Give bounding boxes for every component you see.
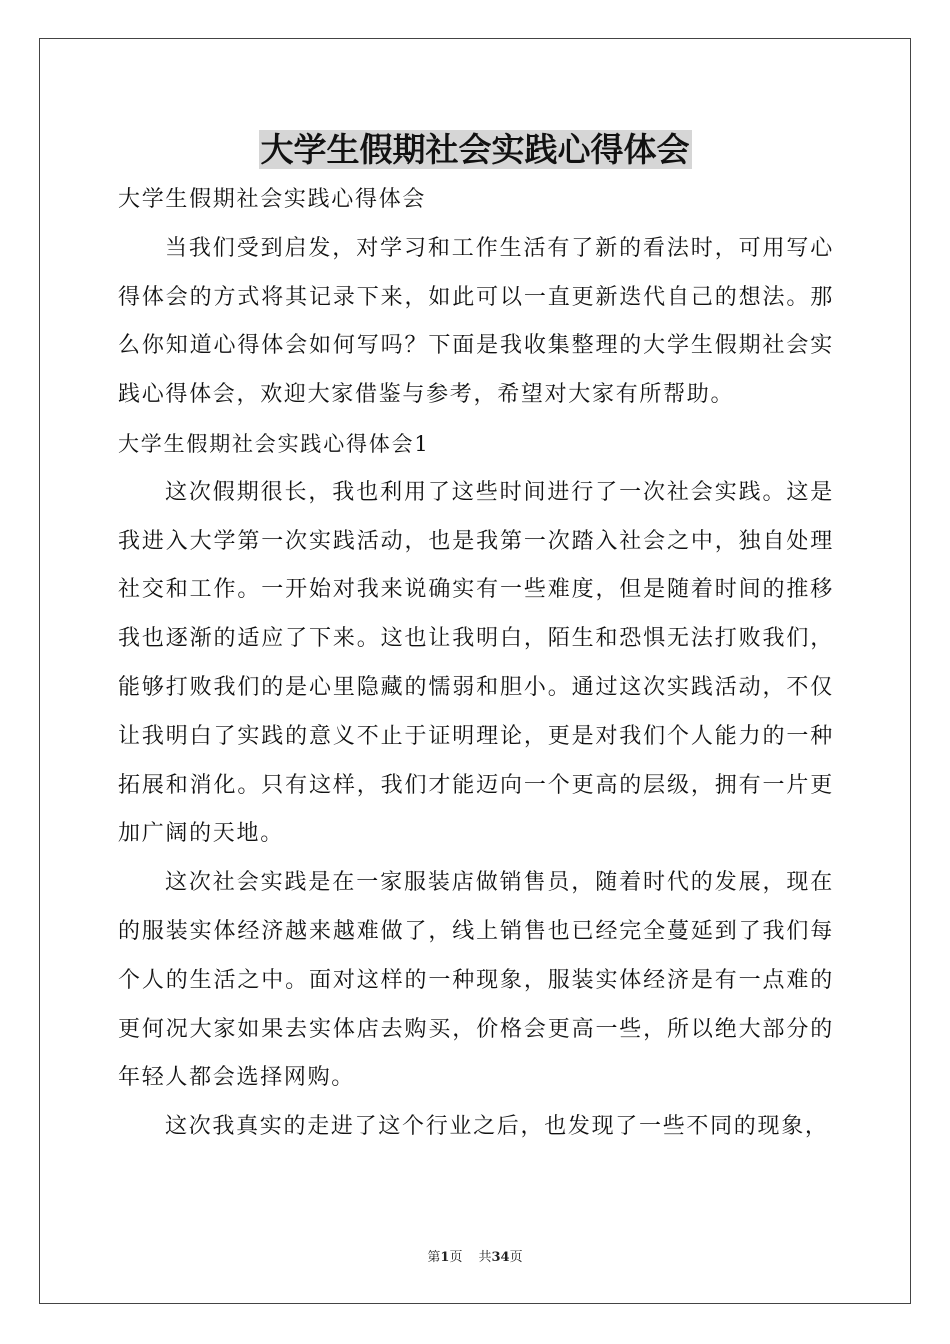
document-title-text: 大学生假期社会实践心得体会 bbox=[260, 130, 690, 169]
body-paragraph-1: 这次假期很长，我也利用了这些时间进行了一次社会实践。这是我进入大学第一次实践活动，也是我第一次踏入社会之中，独自处理社交和工作。一开始对我来说确实有一些难度，但是随着时间的推移我也逐渐的适应了下来。这也让我明白，陌生和恐惧无法打败我们，能够打败我们的是心里隐藏的懦弱和胆小。通过这次实践活动，不仅让我明白了实践的意义不止于证明理论，更是对我们个人能力的一种拓展和消化。只有这样，我们才能迈向一个更高的层级，拥有一片更加广阔的天地。 bbox=[118, 479, 834, 847]
section-heading: 大学生假期社会实践心得体会1 bbox=[118, 431, 430, 456]
intro-paragraph: 当我们受到启发，对学习和工作生活有了新的看法时，可用写心得体会的方式将其记录下来，如此可以一直更新迭代自己的想法。那么你知道心得体会如何写吗？下面是我收集整理的大学生假期社会实践心得体会，欢迎大家借鉴与参考，希望对大家有所帮助。 bbox=[118, 235, 834, 408]
body-paragraph-2: 这次社会实践是在一家服装店做销售员，随着时代的发展，现在的服装实体经济越来越难做了，线上销售也已经完全蔓延到了我们每个人的生活之中。面对这样的一种现象，服装实体经济是有一点难的更何况大家如果去实体店去购买，价格会更高一些，所以绝大部分的年轻人都会选择网购。 bbox=[118, 870, 834, 1091]
page-prefix: 第 bbox=[427, 1250, 441, 1265]
page-number: 1 bbox=[440, 1250, 450, 1265]
total-prefix: 共 bbox=[478, 1250, 492, 1265]
total-pages: 34 bbox=[491, 1250, 510, 1265]
document-body bbox=[118, 176, 834, 1152]
document-subtitle: 大学生假期社会实践心得体会 bbox=[118, 187, 427, 212]
document-title bbox=[0, 124, 950, 176]
page-suffix: 页 bbox=[449, 1250, 463, 1265]
total-suffix: 页 bbox=[509, 1250, 523, 1265]
page-footer bbox=[0, 1246, 950, 1265]
body-paragraph-3: 这次我真实的走进了这个行业之后，也发现了一些不同的现象， bbox=[165, 1114, 829, 1140]
